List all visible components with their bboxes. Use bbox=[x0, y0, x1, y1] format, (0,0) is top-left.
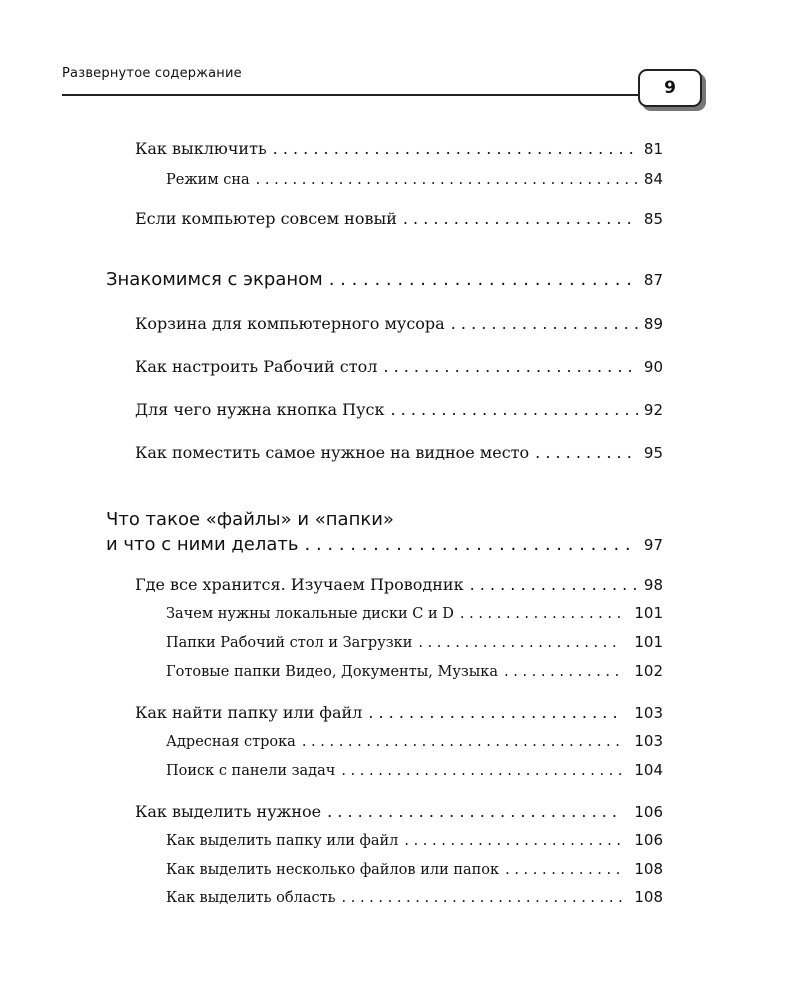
toc-entry-page: 89 bbox=[643, 315, 663, 333]
toc-entry-page: 95 bbox=[643, 444, 663, 462]
toc-entry-sleep-mode[interactable] bbox=[166, 170, 663, 188]
toc-entry-page: 98 bbox=[643, 576, 663, 594]
leader-dots bbox=[504, 664, 622, 680]
leader-dots bbox=[273, 139, 638, 158]
toc-entry-title: Как поместить самое нужное на видное место bbox=[135, 443, 530, 462]
toc-entry-desktop-setup[interactable] bbox=[135, 357, 663, 376]
toc-entry-page: 101 bbox=[634, 604, 663, 622]
toc-entry-page: 108 bbox=[634, 860, 663, 878]
toc-entry-title: Для чего нужна кнопка Пуск bbox=[135, 400, 385, 419]
toc-chapter-screen[interactable] bbox=[106, 269, 663, 290]
toc-entry-page: 81 bbox=[643, 140, 663, 158]
running-header-title: Развернутое содержание bbox=[62, 66, 242, 81]
leader-dots bbox=[451, 314, 638, 333]
toc-entry-title: Как найти папку или файл bbox=[135, 703, 363, 722]
leader-dots bbox=[305, 534, 638, 555]
toc-entry-ready-folders[interactable] bbox=[166, 662, 663, 680]
toc-entry-page: 90 bbox=[643, 358, 663, 376]
toc-entry-address-bar[interactable] bbox=[166, 732, 663, 750]
leader-dots bbox=[256, 172, 638, 188]
toc-chapter-files-title-line1[interactable]: Что такое «файлы» и «папки» bbox=[106, 509, 394, 530]
leader-dots bbox=[327, 802, 622, 821]
toc-chapter-title: Знакомимся с экраном bbox=[106, 269, 323, 290]
leader-dots bbox=[404, 833, 622, 849]
toc-entry-page: 84 bbox=[643, 170, 663, 188]
toc-entry-title: Адресная строка bbox=[166, 734, 296, 750]
toc-entry-pin-essentials[interactable] bbox=[135, 443, 663, 462]
toc-entry-page: 102 bbox=[634, 662, 663, 680]
leader-dots bbox=[470, 575, 638, 594]
leader-dots bbox=[329, 269, 638, 290]
toc-entry-title: Как выделить область bbox=[166, 890, 336, 906]
toc-entry-title: Зачем нужны локальные диски C и D bbox=[166, 606, 454, 622]
toc-entry-page: 106 bbox=[634, 803, 663, 821]
toc-chapter-title: и что с ними делать bbox=[106, 534, 299, 555]
toc-entry-title: Корзина для компьютерного мусора bbox=[135, 314, 445, 333]
toc-entry-title: Как выделить несколько файлов или папок bbox=[166, 862, 500, 878]
toc-entry-title: Как выключить bbox=[135, 139, 267, 158]
leader-dots bbox=[535, 443, 638, 462]
toc-entry-page: 103 bbox=[634, 732, 663, 750]
toc-entry-local-disks[interactable] bbox=[166, 604, 663, 622]
toc-entry-page: 108 bbox=[634, 888, 663, 906]
toc-entry-title: Режим сна bbox=[166, 172, 250, 188]
toc-entry-taskbar-search[interactable] bbox=[166, 761, 663, 779]
toc-entry-select-area[interactable] bbox=[166, 888, 663, 906]
toc-entry-select-multiple[interactable] bbox=[166, 860, 663, 878]
toc-entry-start-button[interactable] bbox=[135, 400, 663, 419]
toc-entry-select[interactable] bbox=[135, 802, 663, 821]
toc-entry-select-one[interactable] bbox=[166, 831, 663, 849]
leader-dots bbox=[403, 209, 638, 228]
header-rule bbox=[62, 94, 640, 96]
leader-dots bbox=[368, 703, 622, 722]
toc-entry-new-computer[interactable] bbox=[135, 209, 663, 228]
toc-entry-page: 92 bbox=[643, 401, 663, 419]
toc-entry-title: Поиск с панели задач bbox=[166, 763, 336, 779]
leader-dots bbox=[505, 862, 622, 878]
toc-entry-explorer[interactable] bbox=[135, 575, 663, 594]
toc-entry-title: Как выделить нужное bbox=[135, 802, 322, 821]
leader-dots bbox=[391, 400, 638, 419]
leader-dots bbox=[418, 635, 622, 651]
toc-entry-title: Как выделить папку или файл bbox=[166, 833, 399, 849]
toc-entry-title: Как настроить Рабочий стол bbox=[135, 357, 378, 376]
leader-dots bbox=[460, 606, 622, 622]
leader-dots bbox=[302, 734, 623, 750]
toc-entry-title: Где все хранится. Изучаем Проводник bbox=[135, 575, 464, 594]
toc-entry-desktop-downloads[interactable] bbox=[166, 633, 663, 651]
toc-entry-page: 101 bbox=[634, 633, 663, 651]
leader-dots bbox=[341, 763, 622, 779]
toc-entry-page: 85 bbox=[643, 210, 663, 228]
leader-dots bbox=[383, 357, 638, 376]
toc-entry-title: Готовые папки Видео, Документы, Музыка bbox=[166, 664, 499, 680]
toc-entry-recycle-bin[interactable] bbox=[135, 314, 663, 333]
toc-entry-page: 104 bbox=[634, 761, 663, 779]
toc-entry-title: Если компьютер совсем новый bbox=[135, 209, 397, 228]
toc-entry-page: 103 bbox=[634, 704, 663, 722]
toc-entry-page: 106 bbox=[634, 831, 663, 849]
toc-entry-title: Папки Рабочий стол и Загрузки bbox=[166, 635, 413, 651]
page-number-badge: 9 bbox=[638, 69, 702, 107]
toc-chapter-files[interactable] bbox=[106, 534, 663, 555]
toc-chapter-page: 97 bbox=[643, 536, 663, 554]
toc-chapter-page: 87 bbox=[643, 271, 663, 289]
toc-entry-find-file[interactable] bbox=[135, 703, 663, 722]
toc-entry-how-to-shutdown[interactable] bbox=[135, 139, 663, 158]
leader-dots bbox=[342, 890, 623, 906]
